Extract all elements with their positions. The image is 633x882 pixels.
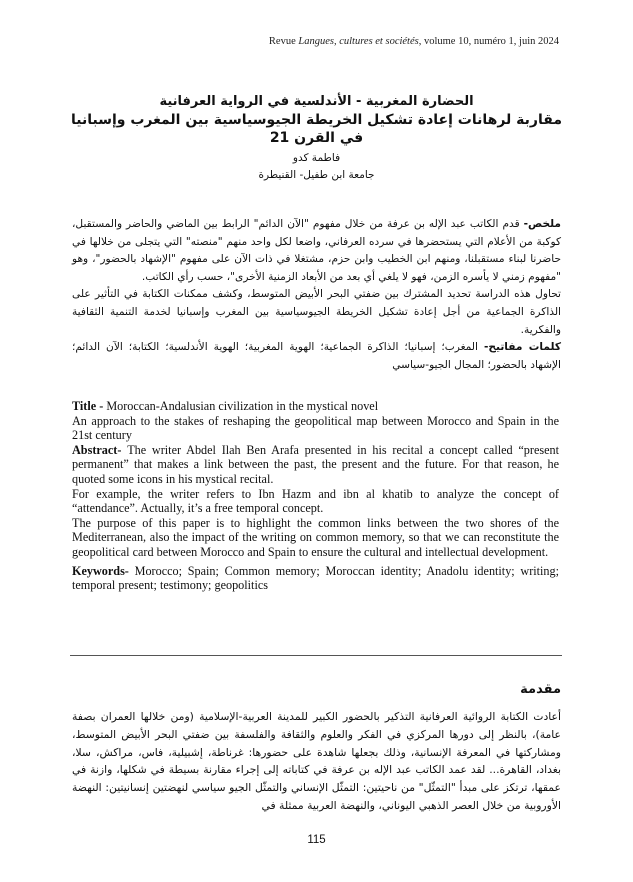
english-abstract — [72, 399, 559, 593]
english-keywords-text: Morocco; Spain; Common memory; Moroccan identity; Anadolu identity; writing; temporal present; testimony; geopolitics — [72, 563, 560, 593]
english-abstract-p3: The purpose of this paper is to highlight the common links between the two shores of the Mediterranean, also the impact of the writing on common memory, so that we can reconstitute the geopolitical card between Morocco and Spain to ensure the cultural and intellectual development. — [72, 515, 559, 559]
arabic-abstract-text1: قدم الكاتب عبد الإله بن عرفة من خلال مفهوم "الآن الدائم" الرابط بين الماضي والحاضر والمستقبل، كوكبة من الأعلام التي يستحضرها في سرده العرفاني، واضعا لكل واحد منهم "منصته" التي يتجلى من خلالها في حاضرنا لبناء مستقبلنا، ومنهم ابن الخطيب وابن حزم، مشتغلا في ذات الآن على مفهوم "الإشهاد بالحضور"، وهو "مفهوم زمني لا يأسره الزمن، فهو لا يلغي أي بعد من الأبعاد الزمنية الأخرى"، حسب رأي الكاتب. — [72, 218, 561, 283]
introduction-heading: مقدمة — [520, 682, 561, 697]
english-abstract-text1: The writer Abdel Ilah Ben Arafa presented in his recital a concept called “present permanent” that makes a link between the past, the present and the future. For that reason, he quoted some icons in his mystical recital. — [72, 442, 559, 486]
english-subtitle: An approach to the stakes of reshaping the geopolitical map between Morocco and Spain in the 21st century — [72, 413, 559, 443]
english-keywords — [72, 564, 559, 593]
article-title-line1: الحضارة المغربية - الأندلسية في الرواية العرفانية — [159, 94, 474, 109]
article-title — [70, 93, 563, 147]
english-title-label: Title - — [72, 399, 107, 413]
author-affiliation: جامعة ابن طفيل- القنيطرة — [258, 169, 375, 181]
introduction-body: أعادت الكتابة الروائية العرفانية التذكير بالحضور الكبير للمدينة العربية-الإسلامية (ومن خلالها العمران بصفة عامة)، بالنظر إلى دورها المركزي في الفكر والعلوم والثقافة والفلسفة بين ضفتي البحر الأبيض المتوسط، ومشاركتها في المعرفة الإنسانية، وذلك بجعلها شاهدة على حضورها: غرناطة، إشبيلية، فاس، مراكش، سلا، بغداد، القاهرة... لقد عمد الكاتب عبد الإله بن عرفة في كتاباته إلى إجراء مقارنة بسيطة في شكلها، وازنة في عمقها، ترتكز على مبدأ "التمثّل" من ناحيتين: التمثّل الإنساني والتمثّل الجيو سياسي لنهضتين إنسانيتين: النهضة الأوروبية من خلال العصر الذهبي اليوناني، والنهضة العربية ممثلة في — [72, 710, 561, 812]
journal-header — [269, 36, 559, 47]
arabic-keywords — [72, 339, 561, 374]
section-divider — [70, 655, 562, 656]
english-abstract-label: Abstract- — [72, 442, 128, 457]
english-keywords-label: Keywords- — [72, 563, 135, 578]
journal-issue: , volume 10, numéro 1, juin 2024 — [418, 36, 559, 47]
arabic-abstract — [72, 216, 561, 374]
author-info — [70, 150, 563, 184]
arabic-abstract-p2: تحاول هذه الدراسة تحديد المشترك بين ضفتي البحر الأبيض المتوسط، وكشف ممكنات الكتابة في التأثير على الذاكرة الجماعية من أجل إعادة تشكيل الخريطة الجيوسياسية بين المغرب وإسبانيا لخدمة التنمية الثقافية والفكرية. — [72, 288, 561, 336]
journal-name: Langues, cultures et sociétés — [298, 36, 419, 47]
english-title-text: Moroccan-Andalusian civilization in the mystical novel — [106, 399, 379, 413]
author-name: فاطمة كدو — [292, 152, 341, 164]
english-title — [72, 399, 559, 414]
english-abstract-p2: For example, the writer refers to Ibn Hazm and ibn al khatib to analyze the concept of “attendance”. Actually, it’s a free temporal concept. — [72, 486, 559, 516]
journal-header-prefix: Revue — [268, 36, 299, 47]
arabic-abstract-p1 — [72, 216, 561, 286]
arabic-keywords-label: كلمات مفاتيح- — [483, 341, 561, 354]
page-number: 115 — [307, 834, 326, 846]
arabic-keywords-text: المغرب؛ إسبانيا؛ الذاكرة الجماعية؛ الهوية المغربية؛ الهوية الأندلسية؛ الكتابة؛ الآن الدائم؛ الإشهاد بالحضور؛ المجال الجيو-سياسي — [72, 341, 561, 371]
arabic-abstract-label: ملخص- — [523, 218, 561, 230]
english-abstract-p1 — [72, 443, 559, 487]
article-title-line2: مقاربة لرهانات إعادة تشكيل الخريطة الجيوسياسية بين المغرب وإسبانيا في القرن 21 — [71, 112, 562, 146]
